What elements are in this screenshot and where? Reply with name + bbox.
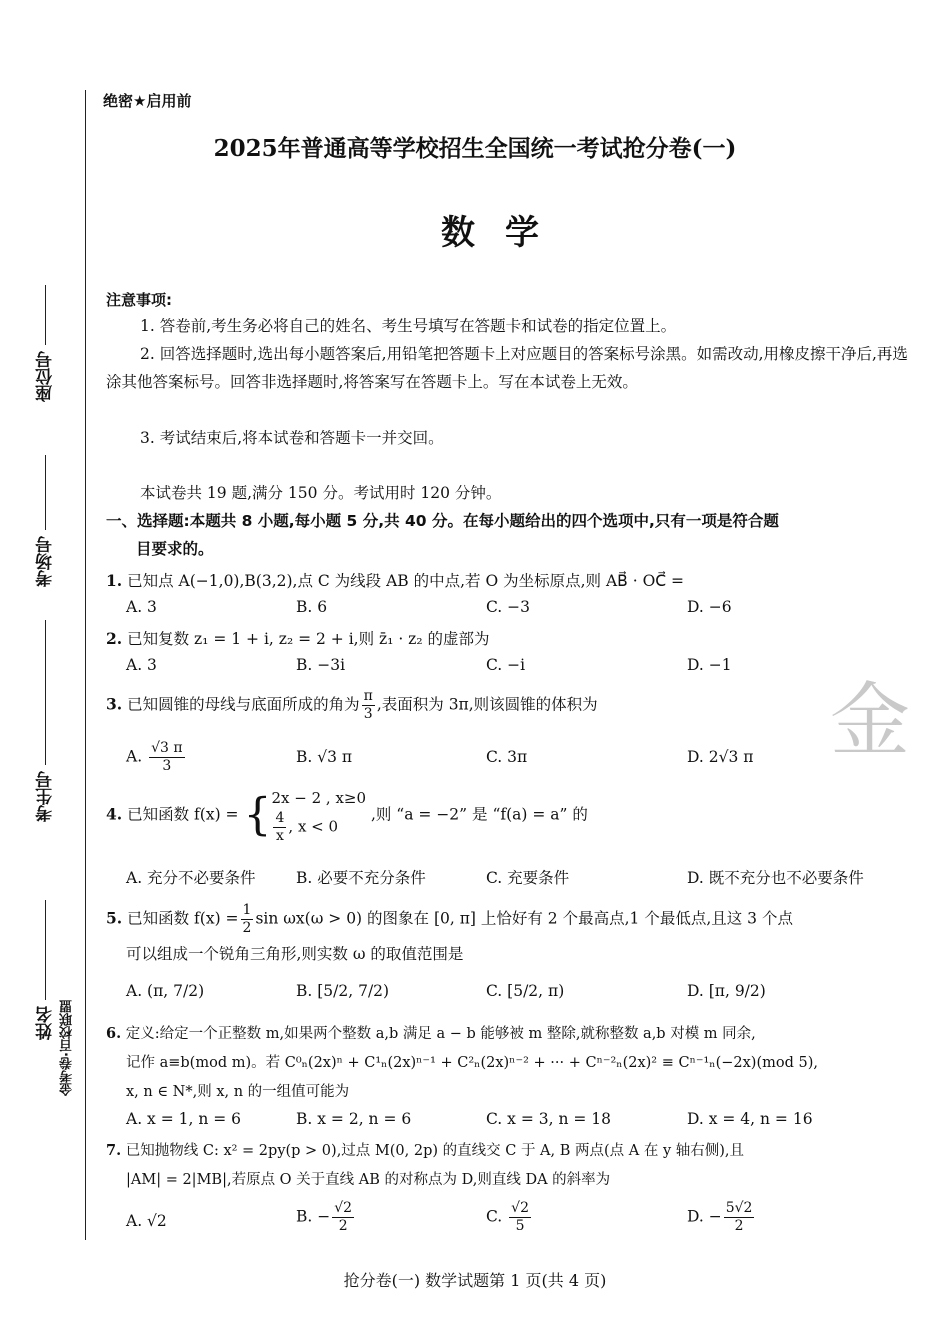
exam-title: 2025年普通高等学校招生全国统一考试抢分卷(一): [213, 135, 737, 162]
option-a[interactable]: A. 3: [126, 656, 157, 674]
binding-line: [85, 90, 86, 1240]
seat-number-blank: [45, 285, 46, 345]
question-stem-tail: ,则 “a = −2” 是 “f(a) = a” 的: [370, 805, 588, 824]
fraction-denominator: 2: [338, 1218, 348, 1234]
question-number: 3.: [106, 694, 123, 714]
option-c[interactable]: C. −3: [486, 598, 531, 616]
option-c[interactable]: C. x = 3, n = 18: [486, 1110, 612, 1128]
piece-1: 2x − 2 , x≥0: [271, 789, 367, 807]
question-stem: 已知圆锥的母线与底面所成的角为: [127, 695, 360, 714]
question-4: [106, 786, 921, 845]
exam-summary: 本试卷共 19 题,满分 150 分。考试用时 120 分钟。: [140, 484, 502, 502]
exam-room-label: 考场号: [35, 536, 56, 587]
note-item-1: 1. 答卷前,考生务必将自己的姓名、考生号填写在答题卡和试卷的指定位置上。: [140, 317, 677, 335]
option-a[interactable]: A. (π, 7/2): [126, 982, 205, 1000]
question-stem-tail: ,表面积为 3π,则该圆锥的体积为: [376, 695, 598, 714]
question-3: [106, 688, 921, 723]
option-a[interactable]: A. 充分不必要条件: [126, 869, 256, 887]
fraction-numerator: 4: [275, 810, 285, 826]
question-5: [106, 902, 921, 937]
section-1-line-1: 一、选择题:本题共 8 小题,每小题 5 分,共 40 分。在每小题给出的四个选项中,只有一项是符合题: [106, 512, 779, 530]
question-stem: 已知复数 z₁ = 1 + i, z₂ = 2 + i,则 z̄₁ · z₂ 的虚部为: [127, 630, 490, 648]
question-number: 2.: [106, 629, 123, 648]
option-c[interactable]: [486, 1200, 533, 1235]
fraction-numerator: 5√2: [725, 1200, 753, 1216]
exam-number-label: 考生号: [35, 771, 56, 822]
option-d-label: D. −: [687, 1207, 722, 1226]
option-a[interactable]: A. x = 1, n = 6: [126, 1110, 242, 1128]
option-d[interactable]: D. −1: [687, 656, 732, 674]
option-b[interactable]: B. x = 2, n = 6: [296, 1110, 412, 1128]
fraction-denominator: 3: [162, 758, 172, 774]
question-number: 7.: [106, 1142, 122, 1159]
angle-fraction: [362, 688, 375, 723]
notes-heading: 注意事项:: [106, 291, 172, 309]
piece-2-condition: , x < 0: [288, 817, 339, 836]
fraction-numerator: √2: [334, 1200, 353, 1216]
question-6-line-3: x, n ∈ N*,则 x, n 的一组值可能为: [126, 1084, 350, 1100]
option-b[interactable]: B. 6: [296, 598, 328, 616]
option-b[interactable]: [296, 1200, 356, 1235]
question-stem-line-1: 已知抛物线 C: x² = 2py(p > 0),过点 M(0, 2p) 的直线交 C 于 A, B 两点(点 A 在 y 轴右侧),且: [125, 1143, 745, 1159]
fraction-denominator: x: [275, 828, 284, 844]
option-d[interactable]: [687, 1200, 756, 1235]
name-blank: [45, 900, 46, 1000]
fraction-denominator: 2: [734, 1218, 744, 1234]
subject-title: 数学: [441, 213, 569, 253]
question-stem-middle: sin ωx(ω > 0) 的图象在 [0, π] 上恰好有 2 个最高点,1 个最低点,且这 3 个点: [255, 909, 793, 928]
page-footer: 抢分卷(一) 数学试题第 1 页(共 4 页): [343, 1271, 607, 1290]
option-c[interactable]: C. 3π: [486, 748, 528, 766]
option-b[interactable]: B. −3i: [296, 656, 346, 674]
stamp-char: 金: [830, 674, 910, 767]
option-a[interactable]: A. 3: [126, 598, 157, 616]
option-b-label: B. −: [296, 1207, 331, 1226]
brand-label: 金考卷·百校联盟: [60, 1000, 75, 1096]
piecewise-function: [271, 786, 366, 845]
question-number: 4.: [106, 804, 123, 824]
exam-room-field: [30, 455, 60, 587]
exam-number-blank: [45, 620, 46, 765]
option-d[interactable]: D. 既不充分也不必要条件: [687, 869, 864, 887]
name-label: 姓名: [35, 1006, 56, 1040]
question-7-line-2: |AM| = 2|MB|,若原点 O 关于直线 AB 的对称点为 D,则直线 DA 的斜率为: [126, 1172, 611, 1188]
option-a-label: A.: [126, 747, 143, 766]
fraction-numerator: √3 π: [151, 740, 183, 756]
vector-expression: AB⃗ · OC⃗ =: [605, 572, 685, 590]
name-field: [30, 900, 60, 1040]
confidential-mark: 绝密★启用前: [103, 92, 192, 110]
fraction-numerator: √2: [511, 1200, 529, 1216]
question-6: [106, 1020, 921, 1048]
fraction-denominator: 5: [515, 1218, 525, 1234]
option-c-label: C.: [486, 1207, 503, 1226]
section-1-heading: [106, 507, 916, 563]
question-stem: 已知点 A(−1,0),B(3,2),点 C 为线段 AB 的中点,若 O 为坐标原点,则: [127, 572, 602, 590]
piecewise-brace: {: [243, 789, 272, 841]
question-1: [106, 567, 921, 595]
question-stem: 已知函数 f(x) =: [127, 805, 239, 824]
option-b[interactable]: B. √3 π: [296, 748, 353, 766]
note-item-2: 2. 回答选择题时,选出每小题答案后,用铅笔把答题卡上对应题目的答案标号涂黑。如需改动,用橡皮擦干净后,再选涂其他答案标号。回答非选择题时,将答案写在答题卡上。写在本试卷上无效。: [106, 345, 908, 391]
question-7: [106, 1137, 921, 1165]
seat-number-label: 座位号: [35, 351, 56, 402]
option-b[interactable]: B. 必要不充分条件: [296, 869, 426, 887]
option-d[interactable]: D. [π, 9/2): [687, 982, 766, 1000]
option-c[interactable]: C. [5/2, π): [486, 982, 565, 1000]
option-c[interactable]: C. −i: [486, 656, 526, 674]
question-number: 1.: [106, 571, 123, 590]
option-a[interactable]: A. √2: [126, 1212, 167, 1230]
fraction-denominator: 3: [363, 706, 373, 722]
option-b[interactable]: B. [5/2, 7/2): [296, 982, 390, 1000]
question-number: 5.: [106, 908, 123, 928]
question-stem: 已知函数 f(x) =: [127, 909, 239, 928]
option-d[interactable]: D. −6: [687, 598, 732, 616]
option-c[interactable]: C. 充要条件: [486, 869, 570, 887]
option-a[interactable]: [126, 740, 187, 775]
question-number: 6.: [106, 1025, 122, 1042]
question-6-line-2: 记作 a≡b(mod m)。若 C⁰ₙ(2x)ⁿ + C¹ₙ(2x)ⁿ⁻¹ + C²ₙ(2x)ⁿ⁻² + ··· + Cⁿ⁻²ₙ(2x)² ≡ Cⁿ⁻¹ₙ(−2x)(mod 5),: [126, 1055, 818, 1071]
question-5-stem-tail: 可以组成一个锐角三角形,则实数 ω 的取值范围是: [126, 945, 464, 963]
jin-stamp-watermark: [825, 670, 915, 770]
question-stem-line-1: 定义:给定一个正整数 m,如果两个整数 a,b 满足 a − b 能够被 m 整除,就称整数 a,b 对模 m 同余,: [125, 1026, 756, 1042]
fraction-numerator: 1: [242, 902, 252, 918]
fraction-denominator: 2: [242, 920, 252, 936]
option-a-fraction: [149, 740, 184, 775]
fraction-numerator: π: [363, 688, 373, 704]
piece-2: [271, 810, 366, 845]
section-1-line-2: 目要求的。: [136, 540, 214, 558]
note-item-3: 3. 考试结束后,将本试卷和答题卡一并交回。: [140, 429, 444, 447]
exam-room-blank: [45, 455, 46, 530]
question-2: [106, 625, 921, 653]
option-d[interactable]: D. 2√3 π: [687, 748, 754, 766]
option-d[interactable]: D. x = 4, n = 16: [687, 1110, 813, 1128]
exam-number-field: [30, 620, 60, 822]
coefficient-fraction: [241, 902, 254, 937]
seat-number-field: [30, 285, 60, 402]
